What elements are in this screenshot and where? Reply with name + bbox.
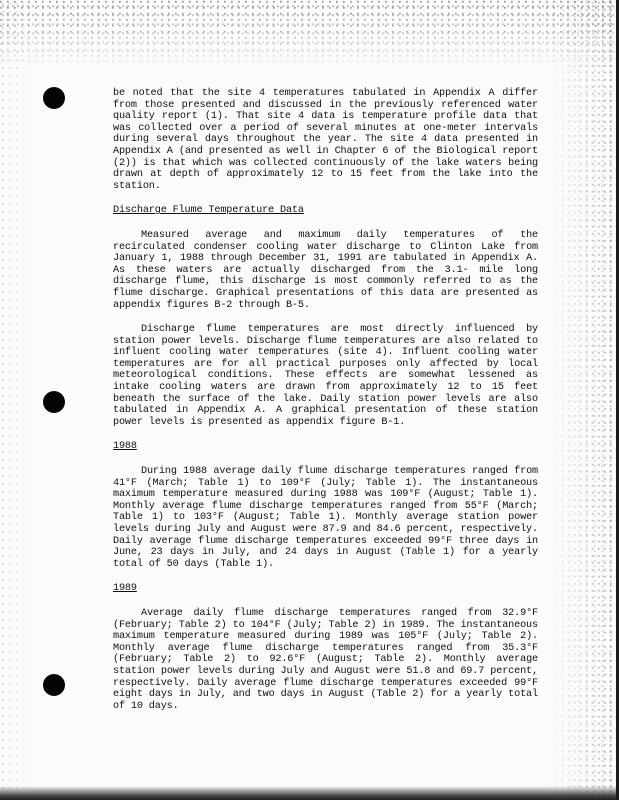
year-1989-heading: 1989 [113, 583, 137, 595]
punch-hole-bottom [43, 674, 65, 696]
scan-edge-bottom [0, 786, 619, 800]
section-paragraph-2: Discharge flume temperatures are most directly influenced by station power levels. Discharge flume temperatures are also related to influent cooling water temperatures (site 4). Influent cooling water temperatures are for all practical purposes only affected by local meteorological conditions. These effects are somewhat lessened as intake cooling waters are drawn from approximately 12 to 15 feet beneath the surface of the lake. Daily station power levels are also tabulated in Appendix A. A graphical presentation of these station power levels is presented as appendix figure B-1. [113, 324, 538, 428]
year-1989-paragraph: Average daily flume discharge temperatures ranged from 32.9°F (February; Table 2) to 104°F (July; Table 2) in 1989. The instantaneous maximum temperature measured during 1989 was 105°F (July; Table 2). Monthly average flume discharge temperatures ranged from 35.3°F (February; Table 2) to 92.6°F (August; Table 2). Monthly average station power levels during July and August were 51.8 and 69.7 percent, respectively. Daily average flume discharge temperatures exceeded 99°F eight days in July, and two days in August (Table 2) for a yearly total of 10 days. [113, 607, 538, 712]
year-1988-paragraph: During 1988 average daily flume discharge temperatures ranged from 41°F (March; Table 1) to 109°F (July; Table 1). The instantaneous maximum temperature measured during 1988 was 109°F (August; Table 1). Monthly average flume discharge temperatures ranged from 55°F (March; Table 1) to 103°F (August; Table 1). Monthly average station power levels during July and August were 87.9 and 84.6 percent, respectively. Daily average flume discharge temperatures exceeded 99°F three days in June, 23 days in July, and 24 days in August (Table 1) for a yearly total of 50 days (Table 1). [113, 466, 538, 570]
scan-noise-right [549, 0, 619, 800]
punch-hole-middle [43, 391, 65, 413]
punch-hole-top [43, 87, 65, 109]
document-body [113, 88, 538, 712]
intro-paragraph: be noted that the site 4 temperatures tabulated in Appendix A differ from those presented and discussed in the previously referenced water quality report (1). That site 4 data is temperature profile data that was collected over a period of several minutes at one-meter intervals during several days throughout the year. The site 4 data presented in Appendix A (and presented as well in Chapter 6 of the Biological report (2)) is that which was collected continuously of the lake waters being drawn at depth of approximately 12 to 15 feet from the lake into the station. [113, 88, 538, 192]
scan-noise-left [0, 0, 38, 800]
section-heading: Discharge Flume Temperature Data [113, 205, 304, 217]
section-paragraph-1: Measured average and maximum daily temperatures of the recirculated condenser cooling water discharge to Clinton Lake from January 1, 1988 through December 31, 1991 are tabulated in Appendix A. As these waters are actually discharged from the 3.1- mile long discharge flume, this discharge is most commonly referred to as the flume discharge. Graphical presentations of this data are presented as appendix figures B-2 through B-5. [113, 229, 538, 311]
scan-noise-top [0, 0, 619, 70]
year-1988-heading: 1988 [113, 441, 137, 453]
